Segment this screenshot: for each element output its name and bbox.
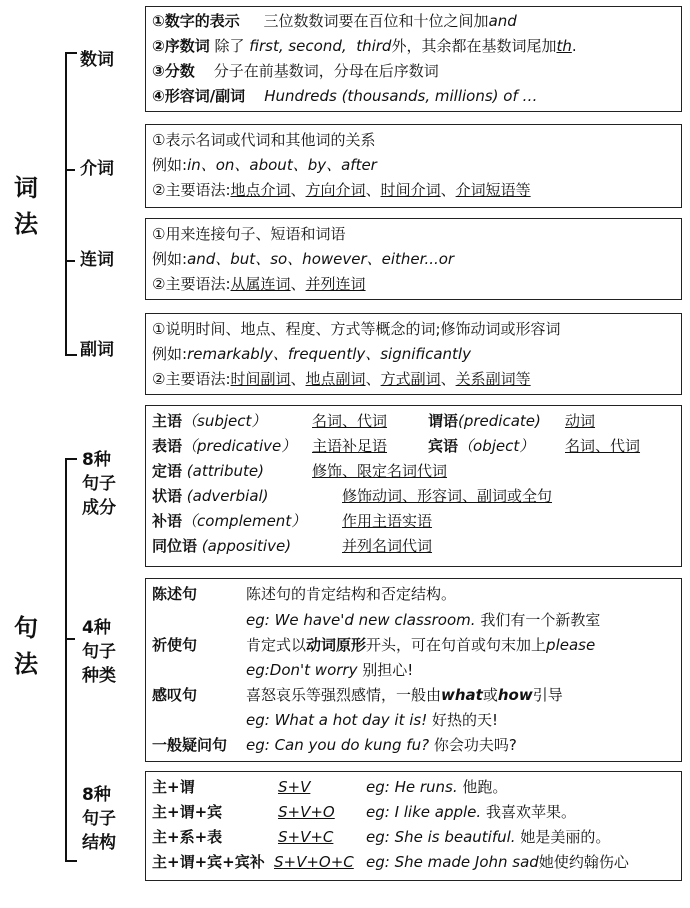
weiyu-def: 动词 [565, 412, 596, 430]
shuci-row-1: ①数字的表示 三位数数词要在百位和十位之间加and [152, 12, 517, 30]
lianci-box [145, 218, 682, 300]
fuci-row-2: 例如:remarkably、frequently、significantly [152, 345, 471, 363]
gantan-desc: 喜怒哀乐等强烈感情，一般由what或how引导 [246, 686, 563, 704]
lianci-row-3: ②主要语法:从属连词、并列连词 [152, 275, 366, 293]
yiwen-label: 一般疑问句 [152, 736, 228, 754]
fuci-row-3: ②主要语法:时间副词、地点副词、方式副词、关系副词等 [152, 370, 531, 388]
jiegou-example-2: eg: I like apple. 我喜欢苹果。 [366, 803, 576, 821]
biaoyu-term: 表语（predicative） [152, 437, 297, 455]
buyu-def: 作用主语实语 [342, 512, 433, 530]
shuci-row-3: ③分数 分子在前基数词，分母在后序数词 [152, 62, 439, 80]
shuci-box [145, 6, 682, 112]
fuci-row-1: ①说明时间、地点、程度、方式等概念的词;修饰动词或形容词 [152, 320, 561, 338]
jieci-row-1: ①表示名词或代词和其他词的关系 [152, 131, 376, 149]
shuci-row-2: ②序数词 除了 first, second, third外，其余都在基数词尾加th. [152, 37, 577, 55]
zhuyu-term: 主语（subject） [152, 412, 267, 430]
jiegou-example-3: eg: She is beautiful. 她是美丽的。 [366, 828, 611, 846]
jiegou-pattern-1: 主+谓 [152, 778, 195, 796]
jufa-tick-zhonglei [65, 638, 75, 640]
buyu-term: 补语（complement） [152, 512, 307, 530]
zhuangyu-term: 状语 (adverbial) [152, 487, 269, 505]
jiegou-pattern-3: 主+系+表 [152, 828, 223, 846]
fuci-box [145, 313, 682, 395]
jufa-title: 句法 [14, 614, 38, 678]
zhuangyu-def: 修饰动词、形容词、副词或全句 [342, 487, 553, 505]
gantan-example: eg: What a hot day it is! 好热的天! [246, 711, 499, 729]
dingyu-term: 定语 (attribute) [152, 462, 264, 480]
jiegou-pattern-4: 主+谓+宾+宾补 [152, 853, 265, 871]
binyu-term: 宾语（object） [428, 437, 535, 455]
qishi-label: 祈使句 [152, 636, 198, 654]
jiegou-example-4: eg: She made John sad她使约翰伤心 [366, 853, 629, 871]
cifa-bracket [65, 52, 77, 356]
qishi-example: eg:Don't worry 别担心! [246, 661, 414, 679]
jiegou-example-1: eg: He runs. 他跑。 [366, 778, 508, 796]
biaoyu-def: 主语补足语 [312, 437, 388, 455]
cifa-title: 词法 [14, 174, 38, 238]
cifa-tick-jieci [65, 169, 75, 171]
lianci-label: 连词 [80, 250, 114, 270]
lianci-row-1: ①用来连接句子、短语和词语 [152, 225, 346, 243]
jiegou-box [145, 771, 682, 881]
jiegou-label: 8种 句子 结构 [82, 785, 116, 853]
zhonglei-label: 4种 句子 种类 [82, 618, 116, 686]
weiyu-term: 谓语(predicate) [428, 412, 541, 430]
zhonglei-box [145, 578, 682, 762]
qishi-desc: 肯定式以动词原形开头，可在句首或句末加上please [246, 636, 596, 654]
jiegou-pattern-2: 主+谓+宾 [152, 803, 223, 821]
jiegou-formula-3: S+V+C [278, 828, 334, 846]
dingyu-def: 修饰、限定名词代词 [312, 462, 448, 480]
tongweiyu-def: 并列名词代词 [342, 537, 433, 555]
jieci-row-2: 例如:in、on、about、by、after [152, 156, 377, 174]
shuci-row-4: ④形容词/副词 Hundreds (thousands, millions) of … [152, 87, 538, 105]
jiegou-formula-4: S+V+O+C [274, 853, 354, 871]
jieci-label: 介词 [80, 159, 114, 179]
jiegou-formula-2: S+V+O [278, 803, 335, 821]
shuci-label: 数词 [80, 50, 114, 70]
chengfen-box [145, 405, 682, 567]
chenshu-example: eg: We have'd new classroom. 我们有一个新教室 [246, 611, 601, 629]
chenshu-desc: 陈述句的肯定结构和否定结构。 [246, 585, 457, 603]
yiwen-example: eg: Can you do kung fu? 你会功夫吗? [246, 736, 517, 754]
gantan-label: 感叹句 [152, 686, 198, 704]
jieci-row-3: ②主要语法:地点介词、方向介词、时间介词、介词短语等 [152, 181, 531, 199]
jiegou-formula-1: S+V [278, 778, 311, 796]
zhuyu-def: 名词、代词 [312, 412, 388, 430]
jieci-box [145, 124, 682, 208]
binyu-def: 名词、代词 [565, 437, 641, 455]
fuci-label: 副词 [80, 340, 114, 360]
chenshu-label: 陈述句 [152, 585, 198, 603]
tongweiyu-term: 同位语 (appositive) [152, 537, 292, 555]
chengfen-label: 8种 句子 成分 [82, 450, 116, 518]
jufa-bracket [65, 458, 77, 862]
lianci-row-2: 例如:and、but、so、however、either...or [152, 250, 455, 268]
cifa-tick-lianci [65, 260, 75, 262]
